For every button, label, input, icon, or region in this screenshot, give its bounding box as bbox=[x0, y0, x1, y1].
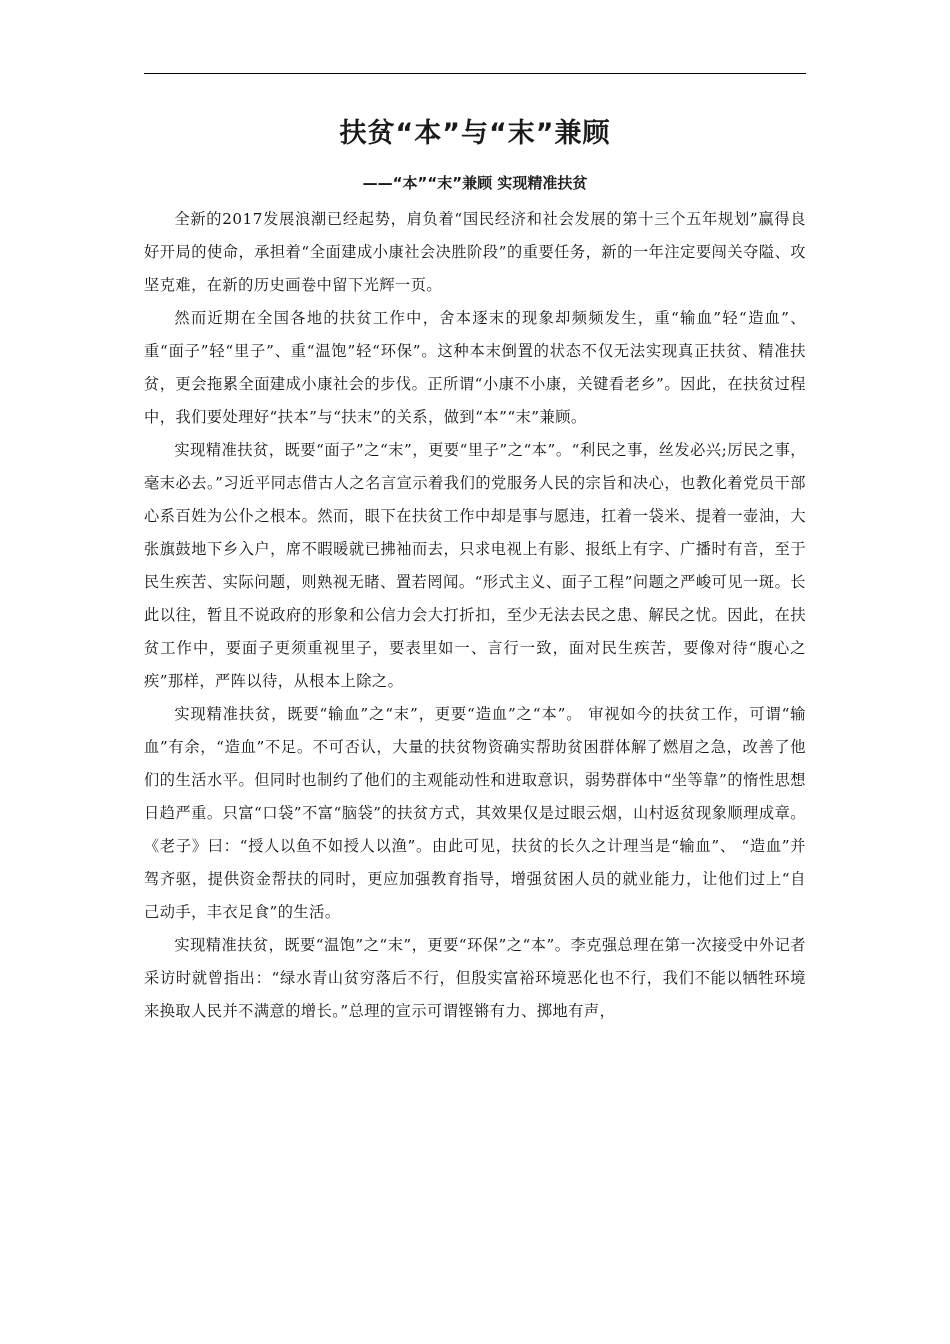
article-body bbox=[144, 203, 806, 1028]
article-title: 扶贫“本”与“末”兼顾 bbox=[339, 118, 611, 149]
paragraph: 然而近期在全国各地的扶贫工作中，舍本逐末的现象却频频发生，重“输血”轻“造血”、重“面子”轻“里子”、重“温饱”轻“环保”。这种本末倒置的状态不仅无法实现真正扶贫、精准扶贫，更会拖累全面建成小康社会的步伐。正所谓“小康不小康，关键看老乡”。因此，在扶贫过程中，我们要处理好“扶本”与“扶末”的关系，做到“本”“末”兼顾。 bbox=[144, 309, 806, 426]
header-rule bbox=[144, 73, 806, 74]
paragraph: 实现精准扶贫，既要“面子”之“末”，更要“里子”之“本”。“利民之事，丝发必兴;厉民之事，毫末必去。”习近平同志借古人之名言宣示着我们的党服务人民的宗旨和决心，也教化着党员干部心系百姓为公仆之根本。然而，眼下在扶贫工作中却是事与愿违，扛着一袋米、提着一壶油，大张旗鼓地下乡入户，席不暇暖就已拂袖而去，只求电视上有影、报纸上有字、广播时有音，至于民生疾苦、实际问题，则熟视无睹、置若罔闻。“形式主义、面子工程”问题之严峻可见一斑。长此以往，暂且不说政府的形象和公信力会大打折扣，至少无法去民之患、解民之忧。因此，在扶贫工作中，要面子更须重视里子，要表里如一、言行一致，面对民生疾苦，要像对待“腹心之疾”那样，严阵以待，从根本上除之。 bbox=[144, 441, 806, 690]
paragraph: 全新的2017发展浪潮已经起势，肩负着“国民经济和社会发展的第十三个五年规划”赢得良好开局的使命，承担着“全面建成小康社会决胜阶段”的重要任务，新的一年注定要闯关夺隘、攻坚克难，在新的历史画卷中留下光辉一页。 bbox=[144, 210, 806, 294]
article-subtitle: ——“本”“末”兼顾 实现精准扶贫 bbox=[362, 174, 588, 192]
paragraph: 实现精准扶贫，既要“温饱”之“末”，更要“环保”之“本”。李克强总理在第一次接受中外记者采访时就曾指出：“绿水青山贫穷落后不行，但殷实富裕环境恶化也不行，我们不能以牺牲环境来换取人民并不满意的增长。”总理的宣示可谓铿锵有力、掷地有声， bbox=[144, 936, 806, 1020]
paragraph: 实现精准扶贫，既要“输血”之“末”，更要“造血”之“本”。 审视如今的扶贫工作，可谓“输血”有余，“造血”不足。不可否认，大量的扶贫物资确实帮助贫困群体解了燃眉之急，改善了他们的生活水平。但同时也制约了他们的主观能动性和进取意识，弱势群体中“坐等靠”的惰性思想日趋严重。只富“口袋”不富“脑袋”的扶贫方式，其效果仅是过眼云烟，山村返贫现象顺理成章。《老子》曰：“授人以鱼不如授人以渔”。由此可见，扶贫的长久之计理当是“输血”、 “造血”并驾齐驱，提供资金帮扶的同时，更应加强教育指导，增强贫困人员的就业能力，让他们过上“自己动手，丰衣足食”的生活。 bbox=[144, 705, 806, 921]
